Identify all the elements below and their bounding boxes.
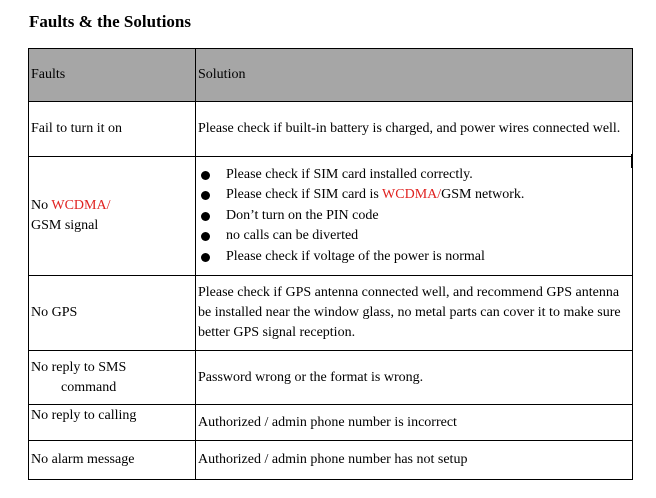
fault-highlight: WCDMA <box>51 198 107 213</box>
fault-cell: No alarm message <box>29 441 196 480</box>
solution-list <box>198 165 630 268</box>
fault-cell <box>29 157 196 276</box>
header-solution: Solution <box>196 49 633 102</box>
bullet-icon <box>201 212 210 221</box>
solution-cell: Authorized / admin phone number has not setup <box>196 441 633 480</box>
fault-cell: No GPS <box>29 276 196 351</box>
bullet-icon <box>201 232 210 241</box>
table-header-row <box>29 49 633 102</box>
table-row <box>29 351 633 405</box>
list-item <box>198 185 630 206</box>
list-item-text: no calls can be diverted <box>226 228 359 244</box>
table-row <box>29 102 633 157</box>
list-item-highlight: WCDMA/ <box>382 187 442 203</box>
bullet-icon <box>201 253 210 262</box>
list-item <box>198 206 630 227</box>
solution-cell: Password wrong or the format is wrong. <box>196 351 633 405</box>
fault-cell <box>29 351 196 405</box>
fault-text: No <box>31 198 52 213</box>
fault-cell: No reply to calling <box>29 405 196 441</box>
fault-text: command <box>61 379 117 395</box>
fault-cell: Fail to turn it on <box>29 102 196 157</box>
list-item-text: Please check if voltage of the power is normal <box>226 248 485 264</box>
faults-table <box>28 48 633 480</box>
table-row <box>29 441 633 480</box>
list-item <box>198 165 630 186</box>
solution-cell: Please check if GPS antenna connected well, and recommend GPS antenna be installed near the window glass, no metal parts can cover it to make sure better GPS signal reception. <box>196 276 633 351</box>
bullet-icon <box>201 171 210 180</box>
fault-text: No reply to SMS <box>31 359 127 375</box>
list-item-text: GSM network. <box>441 187 525 203</box>
solution-cell: Authorized / admin phone number is incorrect <box>196 405 633 441</box>
list-item-text: Please check if SIM card installed correctly. <box>226 166 473 182</box>
table-row <box>29 276 633 351</box>
list-item-text: Please check if SIM card is <box>226 187 383 203</box>
bullet-icon <box>201 191 210 200</box>
header-faults: Faults <box>29 49 196 102</box>
fault-text: / <box>106 198 111 213</box>
list-item-text: Don’t turn on the PIN code <box>226 207 379 223</box>
fault-text: GSM signal <box>31 218 99 233</box>
list-item <box>198 247 630 268</box>
table-row <box>29 157 633 276</box>
border-mark <box>631 154 633 168</box>
solution-cell: Please check if built-in battery is charged, and power wires connected well. <box>196 102 633 157</box>
page-title: Faults & the Solutions <box>29 12 191 31</box>
solution-cell <box>196 157 633 276</box>
table-row <box>29 405 633 441</box>
list-item <box>198 226 630 247</box>
